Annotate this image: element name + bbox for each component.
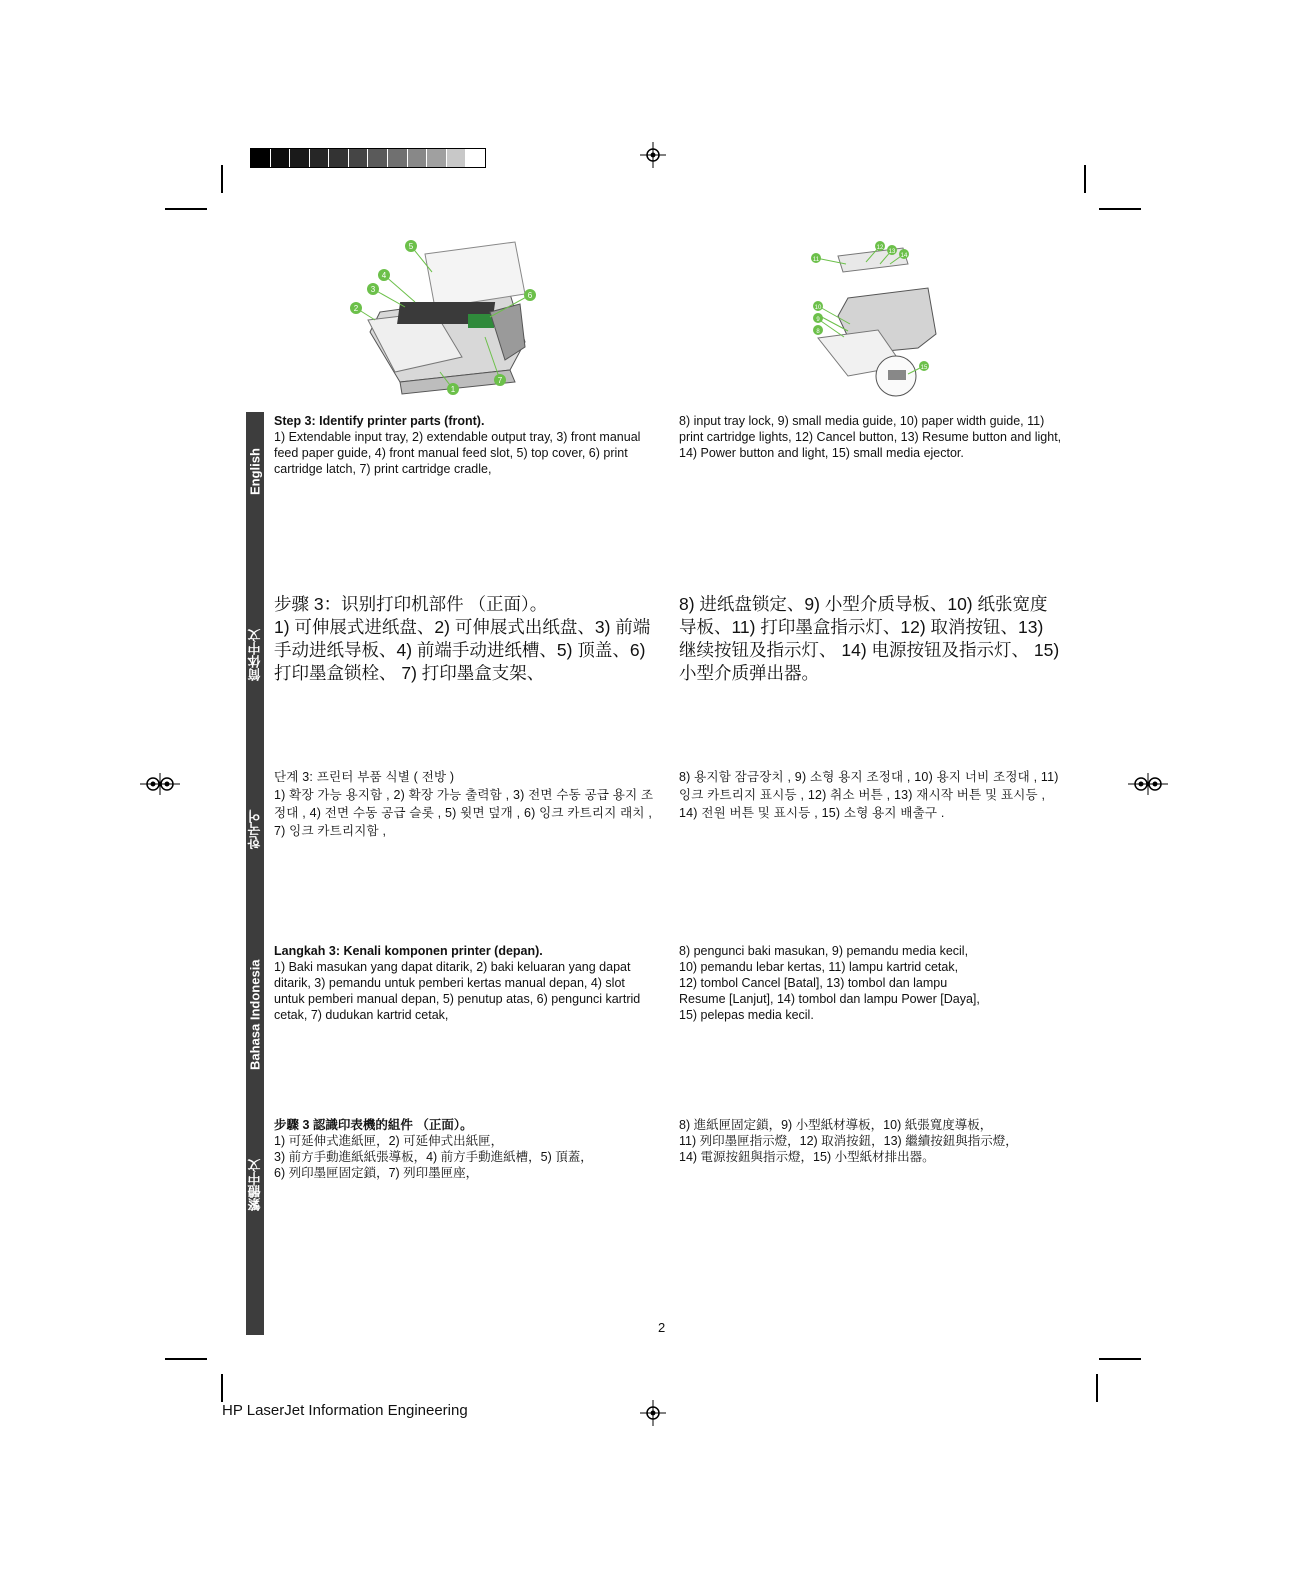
indonesian-left-text [274, 943, 654, 1023]
crop-mark [1099, 208, 1141, 210]
step-heading: 단계 3: 프린터 부품 식별 ( 전방 ) [274, 770, 455, 784]
page-number: 2 [658, 1320, 666, 1335]
registration-color-bar [250, 148, 486, 168]
registration-swatch [388, 149, 408, 167]
step-body: 8) 进纸盘锁定、9) 小型介质导板、10) 纸张宽度导板、11) 打印墨盒指示灯、12) 取消按钮、13) 继续按钮及指示灯、 14) 电源按钮及指示灯、 15) 小型介质弹出器。 [679, 594, 1060, 683]
front-callouts [340, 232, 550, 402]
callout-badge [813, 313, 823, 323]
callout-badge [813, 325, 823, 335]
registration-target-icon [640, 1400, 666, 1426]
registration-target-icon [1128, 771, 1168, 797]
step-body-line: 15) pelepas media kecil. [679, 1008, 814, 1022]
crop-mark [1084, 165, 1086, 193]
svg-text:3: 3 [370, 285, 376, 294]
footer-text: HP LaserJet Information Engineering [222, 1402, 468, 1419]
step-body-line: 8) 進紙匣固定鎖，9) 小型紙材導板，10) 紙張寬度導板， [679, 1118, 993, 1132]
svg-text:12: 12 [876, 245, 884, 251]
step-body: 8) input tray lock, 9) small media guide, 10) paper width guide, 11) print cartridge lights, 12) Cancel button, 13) Resume button and light, 14) Power button and light, 15) small media ejector. [679, 414, 1062, 460]
svg-text:15: 15 [920, 365, 928, 371]
simplified-chinese-left-text [274, 593, 656, 685]
callout-badge [813, 301, 823, 311]
crop-mark [165, 1358, 207, 1360]
callout-badge [887, 245, 897, 255]
registration-swatch [427, 149, 447, 167]
svg-text:11: 11 [812, 257, 820, 263]
svg-text:13: 13 [888, 249, 896, 255]
step-body: 1) 可伸展式进纸盘、2) 可伸展式出纸盘、3) 前端手动进纸导板、4) 前端手动进纸槽、5) 顶盖、6) 打印墨盒锁栓、 7) 打印墨盒支架、 [274, 617, 651, 683]
crop-mark [221, 165, 223, 193]
registration-swatch [251, 149, 271, 167]
step-body: 8) 용지함 잠금장치 , 9) 소형 용지 조정대 , 10) 용지 너비 조정대 , 11) 잉크 카트리지 표시등 , 12) 취소 버튼 , 13) 재시작 버튼 및 표시등 , 14) 전원 버튼 및 표시등 , 15) 소형 용지 배출구 . [679, 770, 1059, 820]
registration-swatch [349, 149, 369, 167]
crop-mark [1096, 1374, 1098, 1402]
registration-swatch [290, 149, 310, 167]
svg-text:10: 10 [814, 305, 822, 311]
svg-text:6: 6 [527, 291, 533, 300]
registration-target-icon [140, 771, 180, 797]
english-left-text [274, 413, 654, 477]
step-body: 1) 확장 가능 용지함 , 2) 확장 가능 출력함 , 3) 전면 수동 공급 용지 조정대 , 4) 전면 수동 공급 슬롯 , 5) 윗면 덮개 , 6) 잉크 카트리지 래치 , 7) 잉크 카트리지함 , [274, 788, 654, 838]
svg-text:2: 2 [353, 304, 359, 313]
simplified-chinese-right-text [679, 593, 1063, 685]
registration-swatch [466, 149, 485, 167]
language-label-korean: 한국어 [247, 810, 263, 850]
step-heading: 步驟 3 認識印表機的組件 （正面）。 [274, 1118, 473, 1132]
korean-right-text [679, 768, 1064, 822]
crop-mark [1099, 1358, 1141, 1360]
step-body-line: 3) 前方手動進紙紙張導板，4) 前方手動進紙槽，5) 頂蓋， [274, 1150, 593, 1164]
step-body: 1) Extendable input tray, 2) extendable output tray, 3) front manual feed paper guide, 4) front manual feed slot, 5) top cover, 6) print cartridge latch, 7) print cartridge cradle, [274, 430, 641, 476]
language-label-simplified-chinese: 简体中文 [247, 629, 263, 681]
registration-swatch [447, 149, 467, 167]
svg-text:4: 4 [381, 271, 387, 280]
svg-text:7: 7 [497, 376, 503, 385]
step-heading: Langkah 3: Kenali komponen printer (depan). [274, 944, 543, 958]
language-label-traditional-chinese: 繁體中文 [247, 1159, 263, 1211]
crop-mark [221, 1374, 223, 1402]
callout-badge [899, 249, 909, 259]
callout-badge [350, 302, 362, 314]
callout-badge [367, 283, 379, 295]
registration-swatch [329, 149, 349, 167]
svg-text:8: 8 [816, 329, 820, 335]
step-body-line: 10) pemandu lebar kertas, 11) lampu kartrid cetak, [679, 960, 959, 974]
controls-callouts [808, 236, 938, 398]
english-right-text [679, 413, 1064, 461]
step-body: 1) Baki masukan yang dapat ditarik, 2) baki keluaran yang dapat ditarik, 3) pemandu untuk pemberi kertas manual depan, 4) slot untuk pemberi manual depan, 5) penutup atas, 6) pengunci kartrid cetak, 7) dudukan kartrid cetak, [274, 960, 641, 1022]
registration-swatch [368, 149, 388, 167]
step-body-line: Resume [Lanjut], 14) tombol dan lampu Power [Daya], [679, 992, 980, 1006]
registration-swatch [310, 149, 330, 167]
svg-text:5: 5 [408, 242, 414, 251]
step-body-line: 11) 列印墨匣指示燈，12) 取消按鈕，13) 繼續按鈕與指示燈， [679, 1134, 1018, 1148]
callout-badge [875, 241, 885, 251]
korean-left-text [274, 768, 654, 840]
step-body-line: 14) 電源按鈕與指示燈，15) 小型紙材排出器。 [679, 1150, 935, 1164]
traditional-chinese-right-text [679, 1117, 1064, 1165]
svg-text:9: 9 [816, 317, 820, 323]
step-body-line: 1) 可延伸式進紙匣，2) 可延伸式出紙匣， [274, 1134, 504, 1148]
step-heading: 步骤 3：识别打印机部件 （正面）。 [274, 594, 548, 614]
callout-badge [405, 240, 417, 252]
svg-text:1: 1 [450, 385, 456, 394]
crop-mark [165, 208, 207, 210]
traditional-chinese-left-text [274, 1117, 654, 1181]
callout-badge [494, 374, 506, 386]
callout-badge [811, 253, 821, 263]
step-heading: Step 3: Identify printer parts (front). [274, 414, 485, 428]
svg-text:14: 14 [900, 253, 908, 259]
registration-swatch [408, 149, 428, 167]
callout-badge [447, 383, 459, 395]
indonesian-right-text [679, 943, 1064, 1023]
registration-target-icon [640, 142, 666, 168]
language-label-english: English [247, 448, 263, 496]
callout-badge [919, 361, 929, 371]
registration-swatch [271, 149, 291, 167]
step-body-line: 8) pengunci baki masukan, 9) pemandu media kecil, [679, 944, 969, 958]
language-label-indonesian: Bahasa Indonesia [247, 959, 263, 1071]
callout-badge [378, 269, 390, 281]
callout-badge [524, 289, 536, 301]
step-body-line: 12) tombol Cancel [Batal], 13) tombol dan lampu [679, 976, 948, 990]
step-body-line: 6) 列印墨匣固定鎖，7) 列印墨匣座， [274, 1166, 479, 1180]
